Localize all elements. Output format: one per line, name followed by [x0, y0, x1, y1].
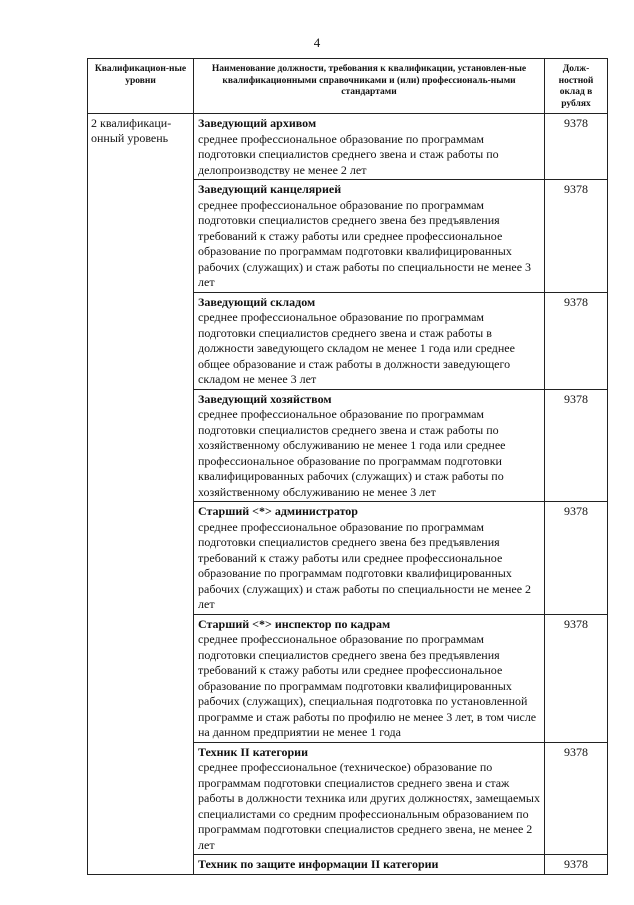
position-title: Заведующий архивом [198, 116, 317, 130]
position-title: Заведующий складом [198, 294, 316, 309]
position-title: Техник II категории [198, 744, 309, 759]
header-salary: Долж-ностной оклад в рублях [545, 59, 608, 114]
position-title: Старший <*> инспектор по кадрам [198, 616, 391, 631]
table-header-row [88, 59, 608, 114]
position-title: Старший <*> администратор [198, 504, 358, 518]
position-requirements: среднее профессиональное образование по программам подготовки специалистов среднего звена и стаж работы в должности заведующего складом не менее 1 года или среднее общее образование и стаж работы в должности заведующего складом не менее 3 лет [198, 310, 515, 386]
position-cell [194, 389, 545, 502]
position-requirements: среднее профессиональное образование по программам подготовки специалистов среднего звена и стаж работы по делопроизводству не менее 2 лет [198, 131, 499, 177]
page-number: 4 [313, 35, 321, 50]
qualification-level: 2 квалификаци-онный уровень [88, 114, 194, 875]
header-level: Квалификацион-ные уровни [88, 59, 194, 114]
position-requirements: среднее профессиональное образование по программам подготовки специалистов среднего звена без предъявления требований к стажу работы или среднее профессиональное образование по программам подготовки квалифицированных рабочих (служащих) и стаж работы по специальности не менее 2 лет [198, 519, 532, 611]
salary-cell: 9378 [545, 614, 608, 742]
salary-cell: 9378 [545, 742, 608, 855]
table-row [88, 114, 608, 180]
position-title: Заведующий канцелярией [198, 182, 342, 196]
position-cell [194, 502, 545, 615]
qualification-table [87, 58, 608, 875]
salary-cell: 9378 [545, 292, 608, 389]
salary-cell: 9378 [545, 114, 608, 180]
salary-cell: 9378 [545, 502, 608, 615]
header-position: Наименование должности, требования к квалификации, установлен-ные квалификационными справочниками и (или) профессиональ-ными стандартами [194, 59, 545, 114]
position-cell [194, 742, 545, 855]
position-requirements: среднее профессиональное образование по программам подготовки специалистов среднего звена и стаж работы по хозяйственному обслуживанию не менее 1 года или среднее профессиональное образование по программам подготовки квалифицированных рабочих (служащих) и стаж работы по хозяйственному обслуживанию не менее 3 лет [198, 407, 506, 499]
position-cell [194, 292, 545, 389]
salary-cell: 9378 [545, 180, 608, 293]
position-cell [194, 114, 545, 180]
position-cell [194, 180, 545, 293]
position-title: Техник по защите информации II категории [198, 857, 439, 871]
position-title: Заведующий хозяйством [198, 391, 332, 406]
salary-cell: 9378 [545, 855, 608, 875]
position-requirements: среднее профессиональное (техническое) образование по программам подготовки специалистов среднего звена и стаж работы в должности техника или других должностях, замещаемых специалистами со средним профессиональным образованием по программам подготовки специалистов среднего звена, не менее 2 лет [198, 760, 540, 852]
position-cell [194, 614, 545, 742]
position-requirements: среднее профессиональное образование по программам подготовки специалистов среднего звена без предъявления требований к стажу работы или среднее профессиональное образование по программам подготовки квалифицированных рабочих (служащих) и стаж работы по специальности не менее 3 лет [198, 197, 532, 289]
position-cell [194, 855, 545, 875]
salary-cell: 9378 [545, 389, 608, 502]
position-requirements: среднее профессиональное образование по программам подготовки специалистов среднего звена без предъявления требований к стажу работы или среднее профессиональное образование по программам подготовки квалифицированных рабочих (служащих), специальная подготовка по установленной программе и стаж работы по профилю не менее 3 лет, в том числе на данном предприятии не менее 1 года [198, 632, 537, 739]
